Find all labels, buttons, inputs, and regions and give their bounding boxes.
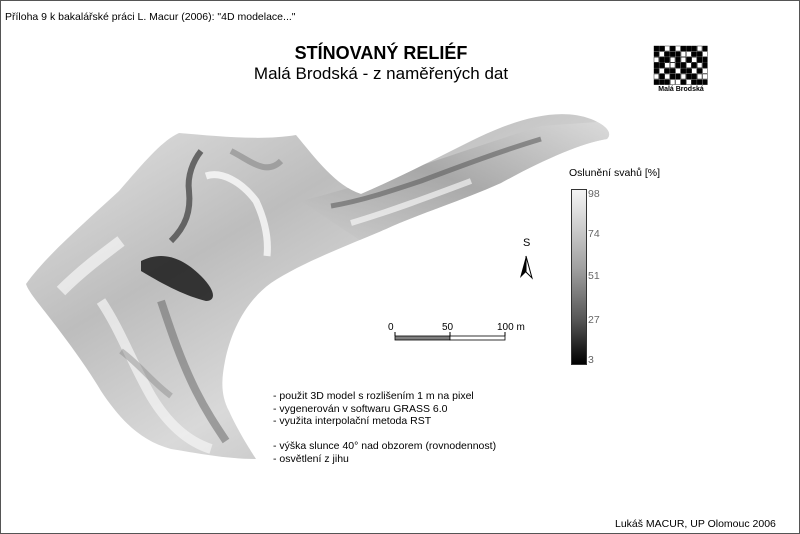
legend-tick: 74 (588, 228, 600, 240)
scale-label: 50 (442, 322, 454, 333)
note-line: - výška slunce 40° nad obzorem (rovnodennost) (273, 440, 497, 453)
north-arrow-label: S (523, 237, 531, 249)
legend-tick: 27 (588, 314, 600, 326)
methodology-notes (273, 390, 496, 466)
scale-bar (395, 332, 505, 340)
legend-tick: 98 (588, 188, 600, 200)
note-line: - použit 3D model s rozlišením 1 m na pixel (273, 390, 474, 402)
scale-label: 100 m (497, 322, 525, 333)
logo-label: Malá Brodská (658, 86, 704, 93)
note-line: - vygenerován v softwaru GRASS 6.0 (273, 402, 448, 415)
legend-tick: 3 (588, 354, 594, 366)
legend-gradient-bar (571, 189, 587, 365)
note-line (273, 428, 496, 441)
author-credit: Lukáš MACUR, UP Olomouc 2006 (615, 518, 776, 530)
north-arrow-icon (520, 256, 532, 278)
page-subtitle: Malá Brodská - z naměřených dat (253, 64, 509, 83)
scale-label: 0 (388, 322, 394, 333)
note-line: - využita interpolační metoda RST (273, 415, 432, 428)
page-title: STÍNOVANÝ RELIÉF (294, 43, 468, 63)
legend-tick: 51 (588, 270, 600, 282)
note-line: - osvětlení z jihu (273, 452, 349, 465)
legend-title: Oslunění svahů [%] (569, 167, 661, 179)
header-note: Příloha 9 k bakalářské práci L. Macur (2006): "4D modelace..." (5, 11, 296, 23)
